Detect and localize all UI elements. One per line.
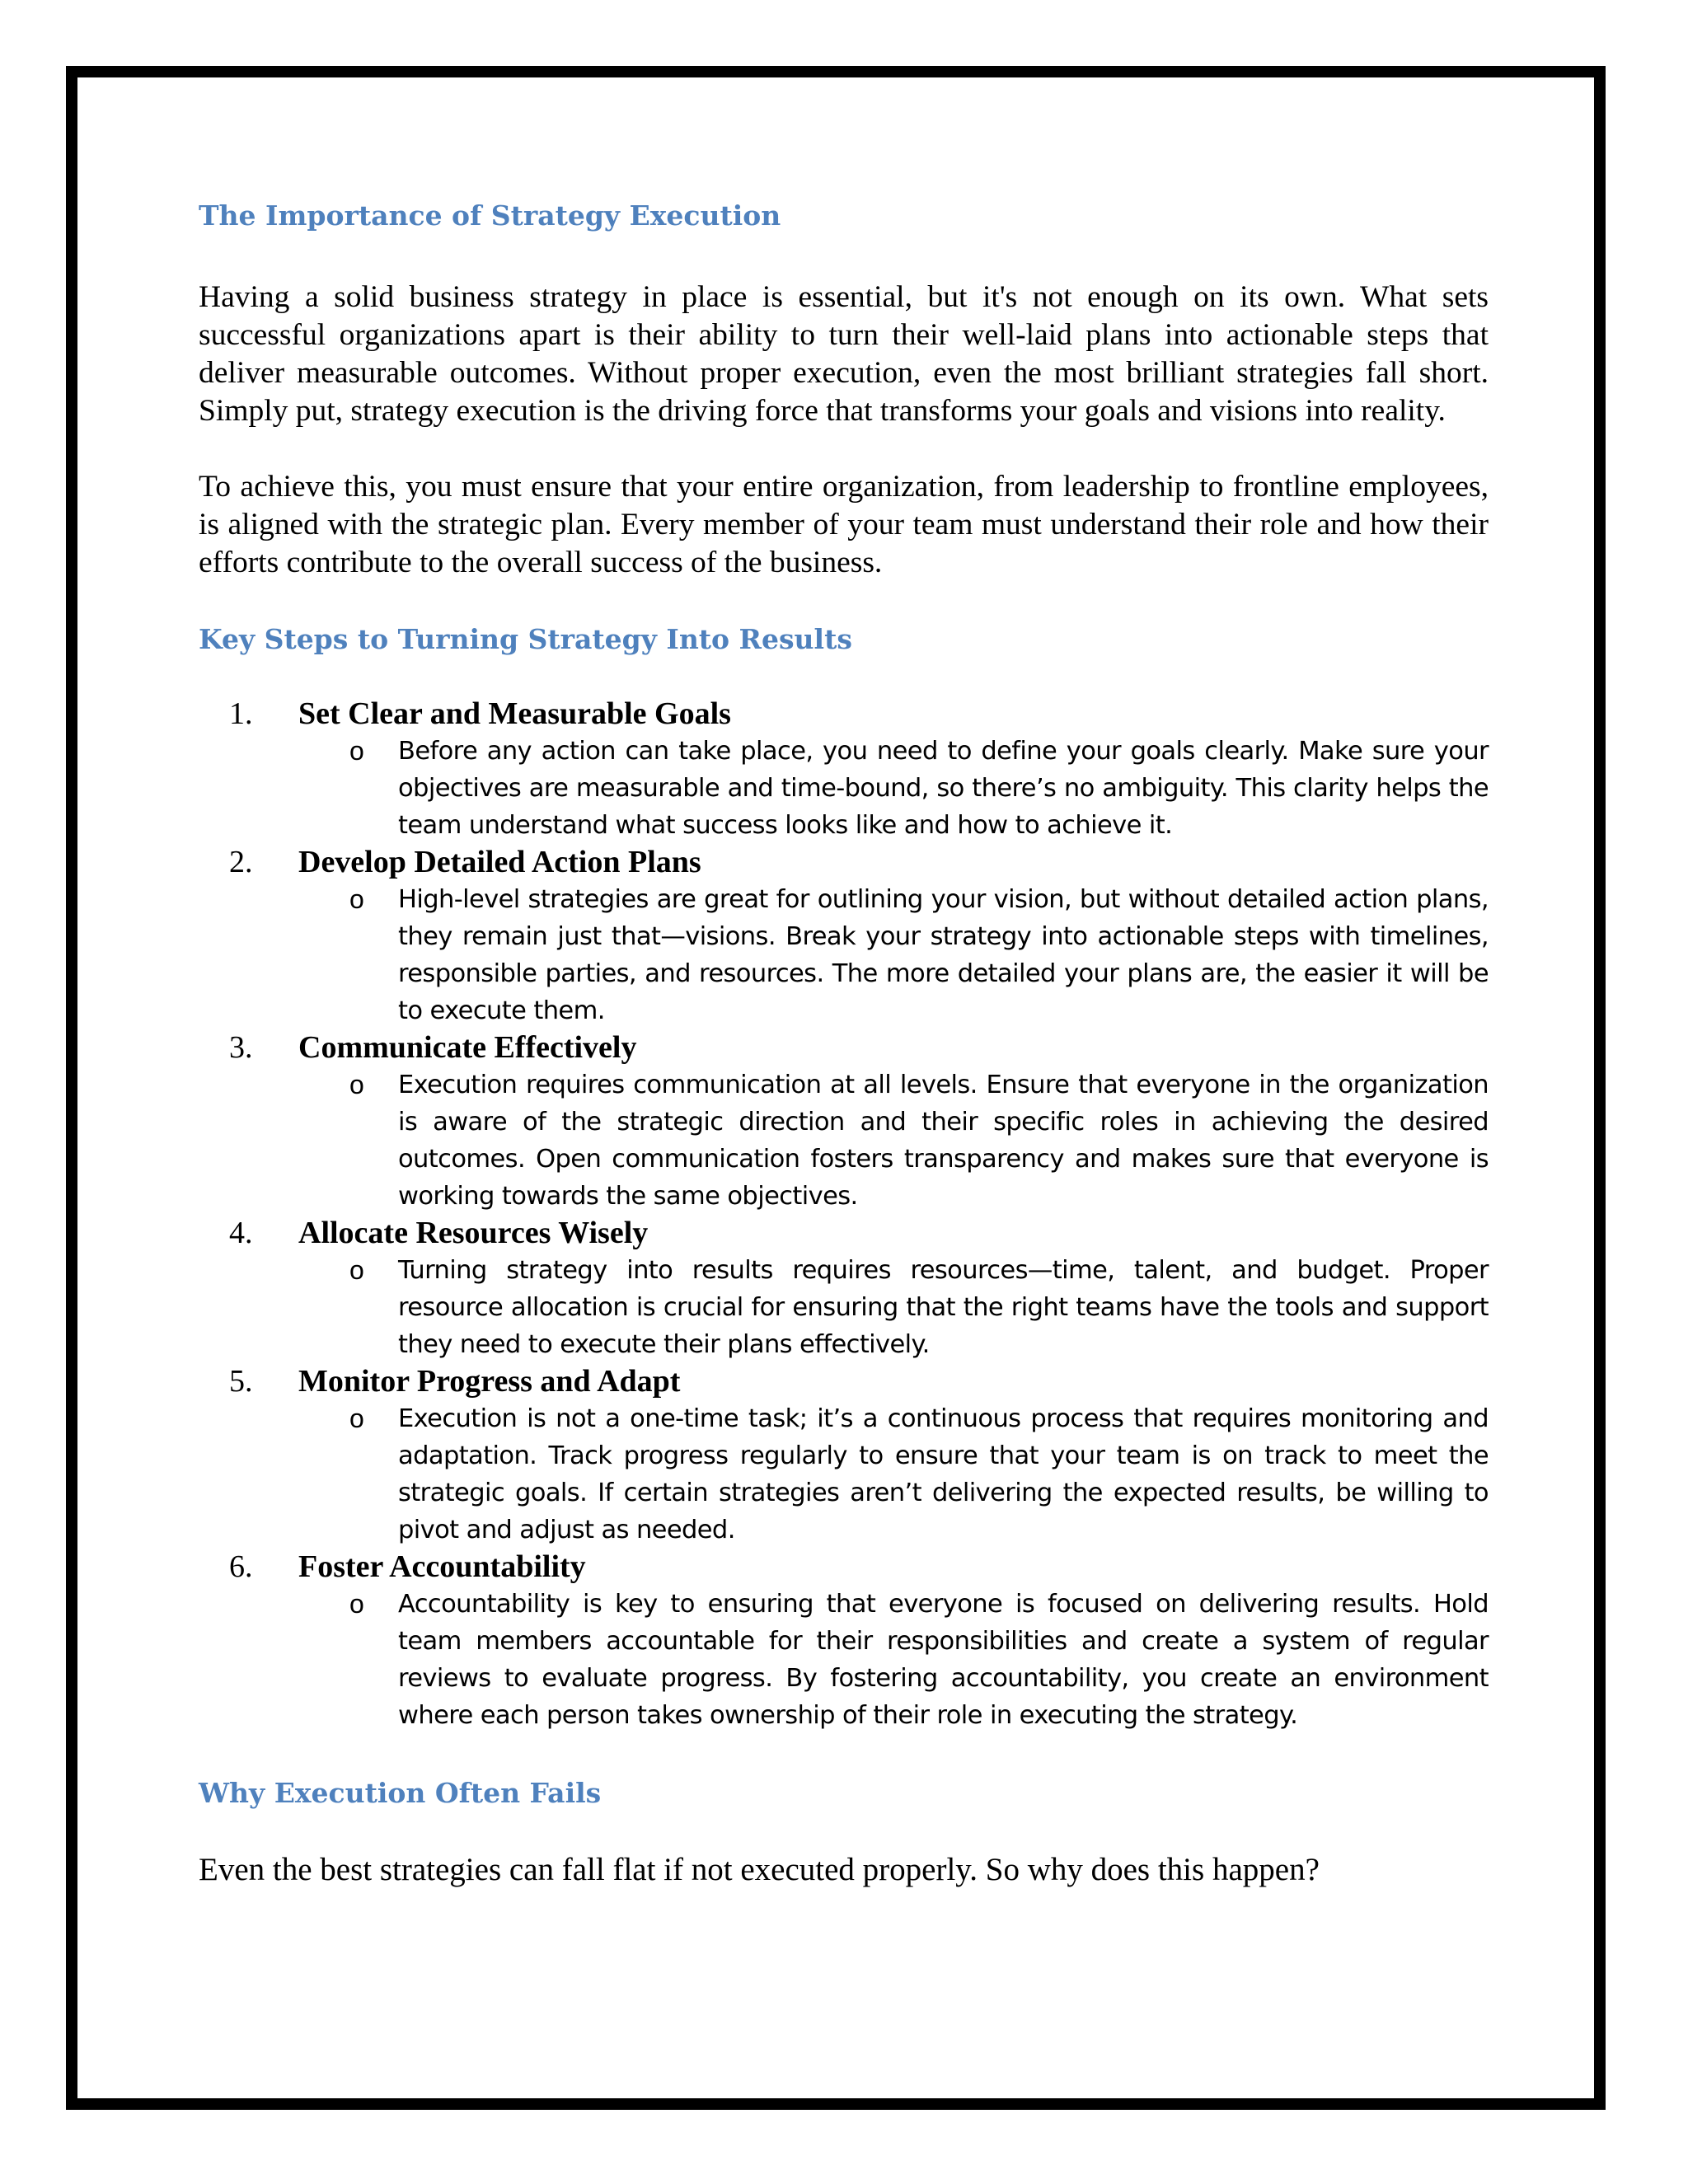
step-number: 2. bbox=[229, 845, 253, 879]
section-heading-fails: Why Execution Often Fails bbox=[199, 1777, 602, 1809]
step-item bbox=[199, 1029, 1489, 1215]
paragraph-importance-1: Having a solid business strategy in place is essential, but it's not enough on its own. What sets successful organizations apart is their ability to turn their well-laid plans into actionable steps that deliver measurable outcomes. Without proper execution, even the most brilliant strategies fall short. Simply put, strategy execution is the driving force that transforms your goals and visions into reality. bbox=[199, 280, 1489, 428]
step-item bbox=[199, 1215, 1489, 1363]
document-body bbox=[199, 194, 1489, 1889]
paragraph-fails-1: Even the best strategies can fall flat if not executed properly. So why does this happen? bbox=[199, 1852, 1320, 1887]
step-item bbox=[199, 1549, 1489, 1734]
step-item bbox=[199, 844, 1489, 1029]
step-title: Set Clear and Measurable Goals bbox=[298, 696, 731, 731]
step-description: Execution is not a one-time task; it’s a continuous process that requires monitoring and adaptation. Track progress regularly to ensure that your team is on track to meet the strategic goals. If certain strategies aren’t delivering the expected results, be willing to pivot and adjust as needed. bbox=[398, 1404, 1489, 1544]
step-title: Allocate Resources Wisely bbox=[298, 1216, 649, 1250]
paragraph-importance-2: To achieve this, you must ensure that your entire organization, from leadership to frontline employees, is aligned with the strategic plan. Every member of your team must understand their role and how their efforts contribute to the overall success of the business. bbox=[199, 470, 1489, 579]
section-heading-importance: The Importance of Strategy Execution bbox=[199, 199, 781, 232]
step-description: High-level strategies are great for outlining your vision, but without detailed action plans, they remain just that—visions. Break your strategy into actionable steps with timelines, responsible parties, and resources. The more detailed your plans are, the easier it will be to execute them. bbox=[398, 885, 1489, 1025]
steps-list bbox=[199, 696, 1489, 1734]
section-heading-key-steps: Key Steps to Turning Strategy Into Results bbox=[199, 623, 852, 655]
circle-bullet-icon: o bbox=[349, 736, 364, 766]
step-number: 6. bbox=[229, 1549, 253, 1584]
circle-bullet-icon: o bbox=[349, 1070, 364, 1099]
step-number: 5. bbox=[229, 1364, 253, 1399]
step-item bbox=[199, 1363, 1489, 1549]
step-description: Before any action can take place, you need to define your goals clearly. Make sure your objectives are measurable and time-bound, so there’s no ambiguity. This clarity helps the team understand what success looks like and how to achieve it. bbox=[398, 737, 1489, 840]
step-number: 3. bbox=[229, 1030, 253, 1065]
step-description: Accountability is key to ensuring that everyone is focused on delivering results. Hold team members accountable for their responsibilities and create a system of regular reviews to evaluate progress. By fostering accountability, you create an environment where each person takes ownership of their role in executing the strategy. bbox=[398, 1590, 1489, 1730]
step-title: Communicate Effectively bbox=[298, 1030, 637, 1065]
step-number: 1. bbox=[229, 696, 253, 731]
circle-bullet-icon: o bbox=[349, 1255, 364, 1285]
step-item bbox=[199, 696, 1489, 844]
step-title: Monitor Progress and Adapt bbox=[298, 1364, 681, 1399]
step-description: Execution requires communication at all levels. Ensure that everyone in the organization is aware of the strategic direction and their specific roles in achieving the desired outcomes. Open communication fosters transparency and makes sure that everyone is working towards the same objectives. bbox=[398, 1071, 1489, 1211]
step-number: 4. bbox=[229, 1216, 253, 1250]
circle-bullet-icon: o bbox=[349, 1404, 364, 1433]
step-title: Develop Detailed Action Plans bbox=[298, 845, 701, 879]
step-title: Foster Accountability bbox=[298, 1549, 586, 1584]
step-description: Turning strategy into results requires resources—time, talent, and budget. Proper resource allocation is crucial for ensuring that the right teams have the tools and support they need to execute their plans effectively. bbox=[398, 1256, 1489, 1359]
circle-bullet-icon: o bbox=[349, 884, 364, 914]
circle-bullet-icon: o bbox=[349, 1589, 364, 1619]
